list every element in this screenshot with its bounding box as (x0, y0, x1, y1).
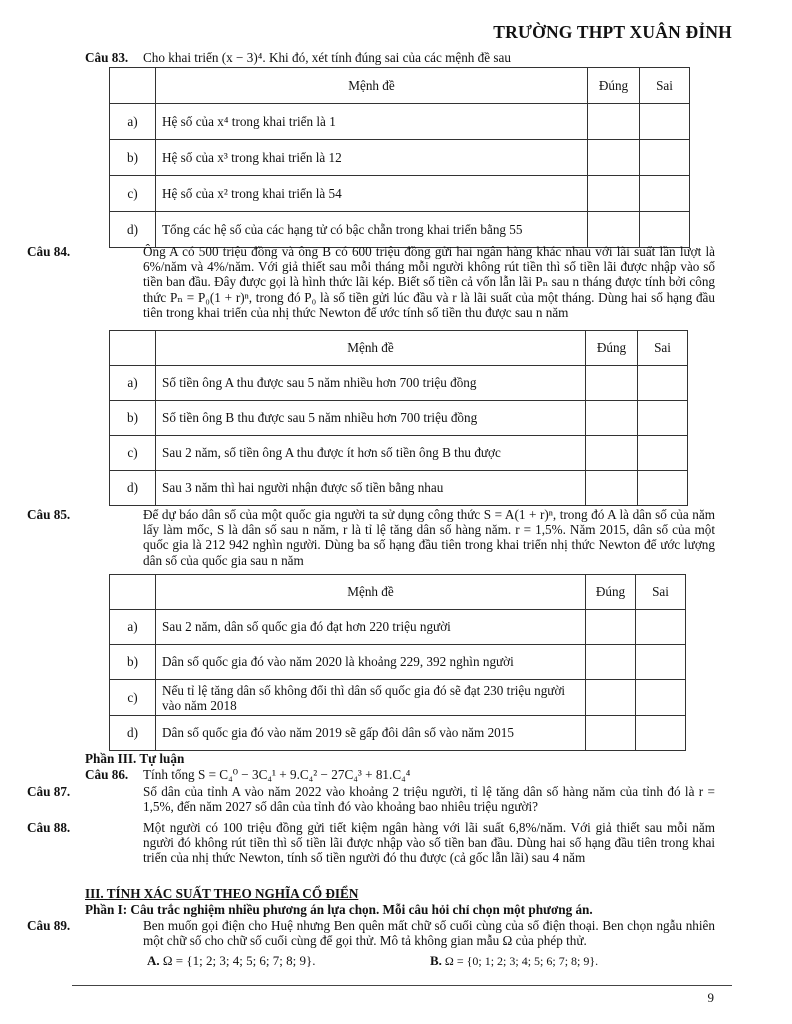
false-cell[interactable] (638, 436, 688, 471)
question-84 (27, 244, 715, 320)
question-number: Câu 87. (27, 784, 71, 799)
question-89 (27, 918, 715, 949)
true-cell[interactable] (586, 716, 636, 751)
question-number: Câu 83. (85, 50, 129, 65)
question-85 (27, 507, 715, 568)
question-87 (27, 784, 715, 815)
row-statement: Dân số quốc gia đó vào năm 2019 sẽ gấp đôi dân số vào năm 2015 (156, 716, 586, 751)
question-number: Câu 88. (27, 820, 71, 835)
row-statement: Hệ số của x² trong khai triển là 54 (156, 176, 588, 212)
row-label: d) (110, 471, 156, 506)
question-text: Ông A có 500 triệu đồng và ông B có 600 triệu đồng gửi hai ngân hàng khác nhau với lãi suất lần lượt là 6%/năm và 4%/năm. Với giả thiết sau mỗi tháng mỗi người không rút tiền thì số tiền lãi được nhập vào số tiền ban đầu. Đây được gọi là hình thức lãi kép. Biết số tiền cả vốn lẫn lãi Pₙ sau n tháng được tính bởi công thức Pₙ = P₀(1 + r)ⁿ, trong đó P₀ là số tiền gửi lúc đầu và r là lãi suất của một tháng. Dùng hai số hạng đầu tiên trong khai triển của nhị thức Newton để ước tính số tiền thu được sau n năm (143, 244, 715, 320)
row-statement: Hệ số của x³ trong khai triển là 12 (156, 140, 588, 176)
question-number: Câu 89. (27, 918, 71, 933)
header-statement: Mệnh đề (156, 575, 586, 610)
question-88 (27, 820, 715, 866)
row-label: b) (110, 140, 156, 176)
row-label: b) (110, 401, 156, 436)
option-b-label: B. (430, 953, 442, 968)
header-statement: Mệnh đề (156, 68, 588, 104)
question-text: Để dự báo dân số của một quốc gia người ta sử dụng công thức S = A(1 + r)ⁿ, trong đó A là dân số của năm lấy làm mốc, S là dân số sau n năm, r là tỉ lệ tăng dân số hàng năm. r = 1,5%. Năm 2015, dân số của một quốc gia là 212 942 nghìn người. Dùng ba số hạng đầu tiên trong khai triển nhị thức Newton để ước lượng dân số của quốc gia sau n năm (143, 507, 715, 568)
header-false: Sai (636, 575, 686, 610)
row-label: c) (110, 680, 156, 716)
false-cell[interactable] (638, 471, 688, 506)
truth-table-84 (109, 330, 688, 506)
option-b[interactable] (430, 953, 598, 969)
header-blank (110, 68, 156, 104)
part-1-title: Phần I: Câu trắc nghiệm nhiều phương án lựa chọn. Mỗi câu hỏi chỉ chọn một phương án. (85, 902, 593, 917)
school-header: TRƯỜNG THPT XUÂN ĐỈNH (493, 22, 732, 42)
row-statement: Hệ số của x⁴ trong khai triển là 1 (156, 104, 588, 140)
question-83 (85, 50, 715, 65)
question-text: Ben muốn gọi điện cho Huệ nhưng Ben quên mất chữ số cuối cùng của số điện thoại. Ben chọn ngẫu nhiên một chữ số cho chữ số cuối cùng để gọi thử. Mô tả không gian mẫu Ω của phép thử. (143, 918, 715, 949)
false-cell[interactable] (636, 645, 686, 680)
header-true: Đúng (588, 68, 640, 104)
false-cell[interactable] (638, 401, 688, 436)
question-text: Cho khai triển (x − 3)⁴. Khi đó, xét tính đúng sai của các mệnh đề sau (143, 50, 512, 65)
false-cell[interactable] (638, 366, 688, 401)
option-a[interactable] (147, 953, 316, 969)
header-blank (110, 575, 156, 610)
row-statement: Nếu tỉ lệ tăng dân số không đổi thì dân số quốc gia đó sẽ đạt 230 triệu người vào năm 2018 (156, 680, 586, 716)
row-label: d) (110, 716, 156, 751)
question-number: Câu 85. (27, 507, 71, 522)
part-3-title: Phần III. Tự luận (85, 751, 185, 766)
header-false: Sai (640, 68, 690, 104)
row-statement: Số tiền ông B thu được sau 5 năm nhiều hơn 700 triệu đồng (156, 401, 586, 436)
false-cell[interactable] (640, 212, 690, 248)
true-cell[interactable] (586, 401, 638, 436)
row-statement: Tổng các hệ số của các hạng tử có bậc chẵn trong khai triển bằng 55 (156, 212, 588, 248)
question-text: Một người có 100 triệu đồng gửi tiết kiệm ngân hàng với lãi suất 6,8%/năm. Với giả thiết sau mỗi năm người đó không rút tiền thì số tiền lãi được nhập vào số tiền ban đầu. Dùng hai số hạng đầu tiên trong khai triển của nhị thức Newton, tính số tiền người đó thu được (cả gốc lẫn lãi) sau 4 năm (143, 820, 715, 866)
row-label: a) (110, 610, 156, 645)
header-false: Sai (638, 331, 688, 366)
true-cell[interactable] (586, 436, 638, 471)
option-a-text: Ω = {1; 2; 3; 4; 5; 6; 7; 8; 9}. (162, 953, 316, 968)
true-cell[interactable] (586, 471, 638, 506)
question-text: Số dân của tỉnh A vào năm 2022 vào khoảng 2 triệu người, tỉ lệ tăng dân số hàng năm của tỉnh đó là r = 1,5%, đến năm 2027 số dân của tỉnh đó vào khoảng bao nhiêu triệu người? (143, 784, 715, 815)
header-true: Đúng (586, 575, 636, 610)
truth-table-83 (109, 67, 690, 248)
true-cell[interactable] (588, 212, 640, 248)
option-b-text: Ω = {0; 1; 2; 3; 4; 5; 6; 7; 8; 9}. (444, 954, 599, 968)
section-3-title: III. TÍNH XÁC SUẤT THEO NGHĨA CỔ ĐIỂN (85, 886, 359, 901)
question-number: Câu 84. (27, 244, 71, 259)
false-cell[interactable] (640, 176, 690, 212)
truth-table-85 (109, 574, 686, 751)
row-statement: Số tiền ông A thu được sau 5 năm nhiều hơn 700 triệu đồng (156, 366, 586, 401)
footer-divider (72, 985, 732, 986)
header-statement: Mệnh đề (156, 331, 586, 366)
row-label: b) (110, 645, 156, 680)
true-cell[interactable] (586, 645, 636, 680)
row-label: d) (110, 212, 156, 248)
row-statement: Sau 3 năm thì hai người nhận được số tiền bằng nhau (156, 471, 586, 506)
row-statement: Sau 2 năm, số tiền ông A thu được ít hơn số tiền ông B thu được (156, 436, 586, 471)
true-cell[interactable] (586, 680, 636, 716)
false-cell[interactable] (640, 104, 690, 140)
false-cell[interactable] (636, 716, 686, 751)
page-number: 9 (707, 990, 714, 1005)
header-blank (110, 331, 156, 366)
question-number: Câu 86. (85, 767, 129, 782)
false-cell[interactable] (640, 140, 690, 176)
question-86 (85, 767, 715, 782)
row-statement: Sau 2 năm, dân số quốc gia đó đạt hơn 220 triệu người (156, 610, 586, 645)
row-label: c) (110, 436, 156, 471)
row-label: a) (110, 366, 156, 401)
question-text: Tính tổng S = C₄⁰ − 3C₄¹ + 9.C₄² − 27C₄³ + 81.C₄⁴ (143, 767, 411, 782)
true-cell[interactable] (588, 176, 640, 212)
row-statement: Dân số quốc gia đó vào năm 2020 là khoảng 229, 392 nghìn người (156, 645, 586, 680)
false-cell[interactable] (636, 610, 686, 645)
true-cell[interactable] (588, 104, 640, 140)
true-cell[interactable] (588, 140, 640, 176)
row-label: a) (110, 104, 156, 140)
false-cell[interactable] (636, 680, 686, 716)
row-label: c) (110, 176, 156, 212)
option-a-label: A. (147, 953, 160, 968)
true-cell[interactable] (586, 366, 638, 401)
true-cell[interactable] (586, 610, 636, 645)
header-true: Đúng (586, 331, 638, 366)
